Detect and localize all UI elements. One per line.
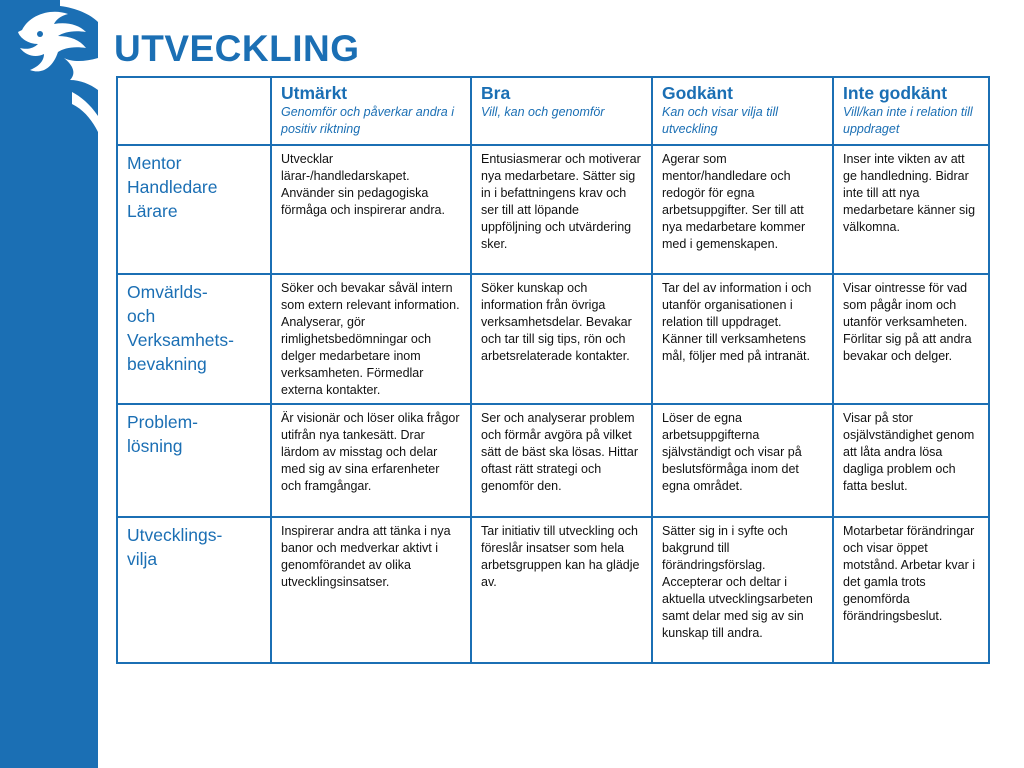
row-label-line: Verksamhets- bbox=[127, 330, 234, 350]
eagle-logo-icon bbox=[0, 0, 98, 140]
page-title: UTVECKLING bbox=[114, 28, 360, 69]
row-label-line: bevakning bbox=[127, 354, 207, 374]
column-header-inte-godkant bbox=[833, 77, 989, 145]
table-row bbox=[117, 145, 989, 274]
row-header-mentor bbox=[117, 145, 271, 274]
column-header-utmarkt bbox=[271, 77, 471, 145]
row-label-line: Mentor bbox=[127, 153, 182, 173]
table-cell: Visar på stor osjälvständighet genom att låta andra lösa dagliga problem och fatta beslut. bbox=[833, 404, 989, 517]
level-label: Godkänt bbox=[662, 83, 733, 103]
table-cell: Tar initiativ till utveckling och föreslår insatser som hela arbetsgruppen kan ha glädje av. bbox=[471, 517, 652, 663]
row-label-line: Omvärlds- bbox=[127, 282, 208, 302]
table-cell: Ser och analyserar problem och förmår avgöra på vilket sätt de bäst ska lösas. Hittar oftast rätt strategi och genomför den. bbox=[471, 404, 652, 517]
row-label-line: vilja bbox=[127, 549, 158, 569]
table-cell: Söker och bevakar såväl intern som extern relevant information. Analyserar, gör rimlighetsbedömningar och delger medarbetare inom verksamheten. Förmedlar externa kontakter. bbox=[271, 274, 471, 404]
table-cell: Motarbetar förändringar och visar öppet motstånd. Arbetar kvar i det gamla trots genomförda förändringsbeslut. bbox=[833, 517, 989, 663]
table-cell: Inser inte vikten av att ge handledning. Bidrar inte till att nya medarbetare känner sig välkomna. bbox=[833, 145, 989, 274]
table-cell: Agerar som mentor/handledare och redogör för egna arbetsuppgifter. Ser till att nya medarbetare kommer med i gemenskapen. bbox=[652, 145, 833, 274]
row-label-line: Lärare bbox=[127, 201, 178, 221]
table-cell: Söker kunskap och information från övriga verksamhetsdelar. Bevakar och tar till sig tips, rön och arbetsrelaterade kontakter. bbox=[471, 274, 652, 404]
level-label: Inte godkänt bbox=[843, 83, 948, 103]
row-label-line: Utvecklings- bbox=[127, 525, 223, 545]
table-cell: Är visionär och löser olika frågor utifrån nya tankesätt. Drar lärdom av misstag och delar med sig av sina erfarenheter och framgångar. bbox=[271, 404, 471, 517]
column-header-bra bbox=[471, 77, 652, 145]
header-row bbox=[117, 77, 989, 145]
table-row bbox=[117, 517, 989, 663]
level-description: Genomför och påverkar andra i positiv riktning bbox=[281, 105, 455, 136]
row-label-line: och bbox=[127, 306, 156, 326]
level-label: Utmärkt bbox=[281, 83, 348, 103]
table-cell: Inspirerar andra att tänka i nya banor och medverkar aktivt i genomförandet av olika utvecklingsinsatser. bbox=[271, 517, 471, 663]
table-cell: Löser de egna arbetsuppgifterna självständigt och visar på beslutsförmåga inom det egna området. bbox=[652, 404, 833, 517]
row-label-line: lösning bbox=[127, 436, 183, 456]
table-cell: Utvecklar lärar-/handledarskapet. Använder sin pedagogiska förmåga och inspirerar andra. bbox=[271, 145, 471, 274]
row-header-problemlosning bbox=[117, 404, 271, 517]
table-row bbox=[117, 274, 989, 404]
level-description: Vill/kan inte i relation till uppdraget bbox=[843, 105, 973, 136]
table-row bbox=[117, 404, 989, 517]
brand-sidebar bbox=[0, 0, 98, 768]
row-header-omvarldsbevakning bbox=[117, 274, 271, 404]
row-label-line: Problem- bbox=[127, 412, 198, 432]
level-description: Vill, kan och genomför bbox=[481, 105, 605, 119]
table-cell: Sätter sig in i syfte och bakgrund till förändringsförslag. Accepterar och deltar i aktuella utvecklingsarbeten samt delar med sig av sin kunskap till andra. bbox=[652, 517, 833, 663]
level-description: Kan och visar vilja till utveckling bbox=[662, 105, 779, 136]
row-label-line: Handledare bbox=[127, 177, 218, 197]
table-cell: Visar ointresse för vad som pågår inom och utanför verksamheten. Förlitar sig på att andra bevakar och delger. bbox=[833, 274, 989, 404]
column-header-godkant bbox=[652, 77, 833, 145]
competency-matrix bbox=[116, 76, 990, 664]
row-header-utvecklingsvilja bbox=[117, 517, 271, 663]
level-label: Bra bbox=[481, 83, 511, 103]
table-cell: Tar del av information i och utanför organisationen i relation till uppdraget. Känner till verksamhetens mål, följer med på intranät. bbox=[652, 274, 833, 404]
corner-cell bbox=[117, 77, 271, 145]
table-cell: Entusiasmerar och motiverar nya medarbetare. Sätter sig in i befattningens krav och ser till att löpande uppföljning och utvärdering sker. bbox=[471, 145, 652, 274]
